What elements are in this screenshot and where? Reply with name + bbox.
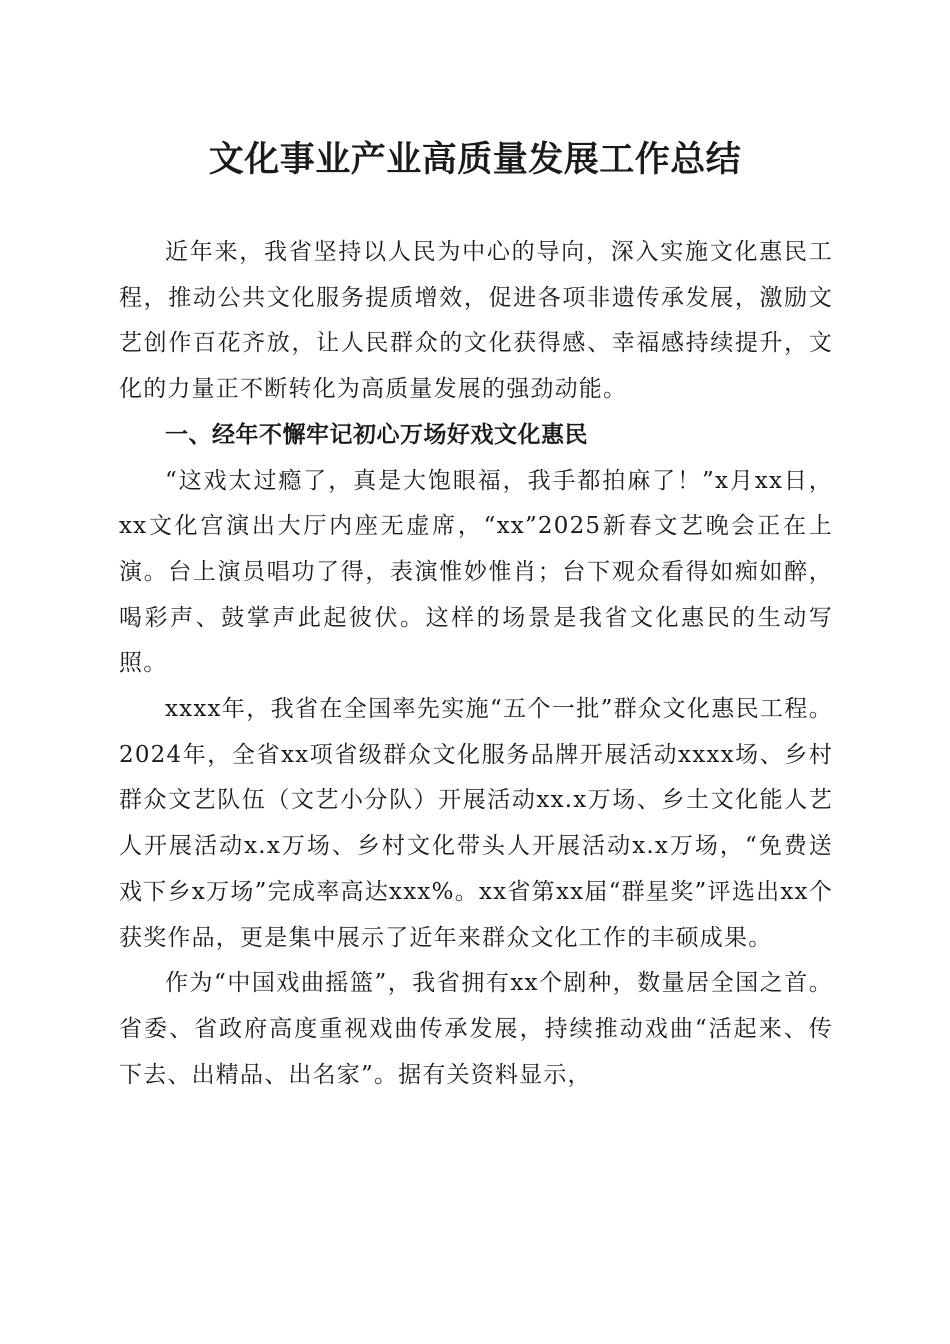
document-title: 文化事业产业高质量发展工作总结 bbox=[208, 139, 742, 180]
document-body bbox=[119, 230, 833, 1098]
paragraph-3: 作为“中国戏曲摇篮”，我省拥有xx个剧种，数量居全国之首。省委、省政府高度重视戏曲传承发展，持续推动戏曲“活起来、传下去、出精品、出名家”。据有关资料显示， bbox=[119, 970, 833, 1088]
section-heading-1: 一、经年不懈牢记初心万场好戏文化惠民 bbox=[165, 421, 588, 448]
paragraph-1: “这戏太过瘾了，真是大饱眼福，我手都拍麻了！”x月xx日，xx文化宫演出大厅内座无虚席，“xx”2025新春文艺晚会正在上演。台上演员唱功了得，表演惟妙惟肖；台下观众看得如痴如醉，喝彩声、鼓掌声此起彼伏。这样的场景是我省文化惠民的生动写照。 bbox=[119, 467, 833, 677]
paragraph-2: xxxx年，我省在全国率先实施“五个一批”群众文化惠民工程。2024年，全省xx项省级群众文化服务品牌开展活动xxxx场、乡村群众文艺队伍（文艺小分队）开展活动xx.x万场、乡土文化能人艺人开展活动x.x万场、乡村文化带头人开展活动x.x万场，“免费送戏下乡x万场”完成率高达xxx%。xx省第xx届“群星奖”评选出xx个获奖作品，更是集中展示了近年来群众文化工作的丰硕成果。 bbox=[119, 696, 833, 951]
intro-paragraph: 近年来，我省坚持以人民为中心的导向，深入实施文化惠民工程，推动公共文化服务提质增效，促进各项非遗传承发展，激励文艺创作百花齐放，让人民群众的文化获得感、幸福感持续提升，文化的力量正不断转化为高质量发展的强劲动能。 bbox=[119, 239, 833, 403]
